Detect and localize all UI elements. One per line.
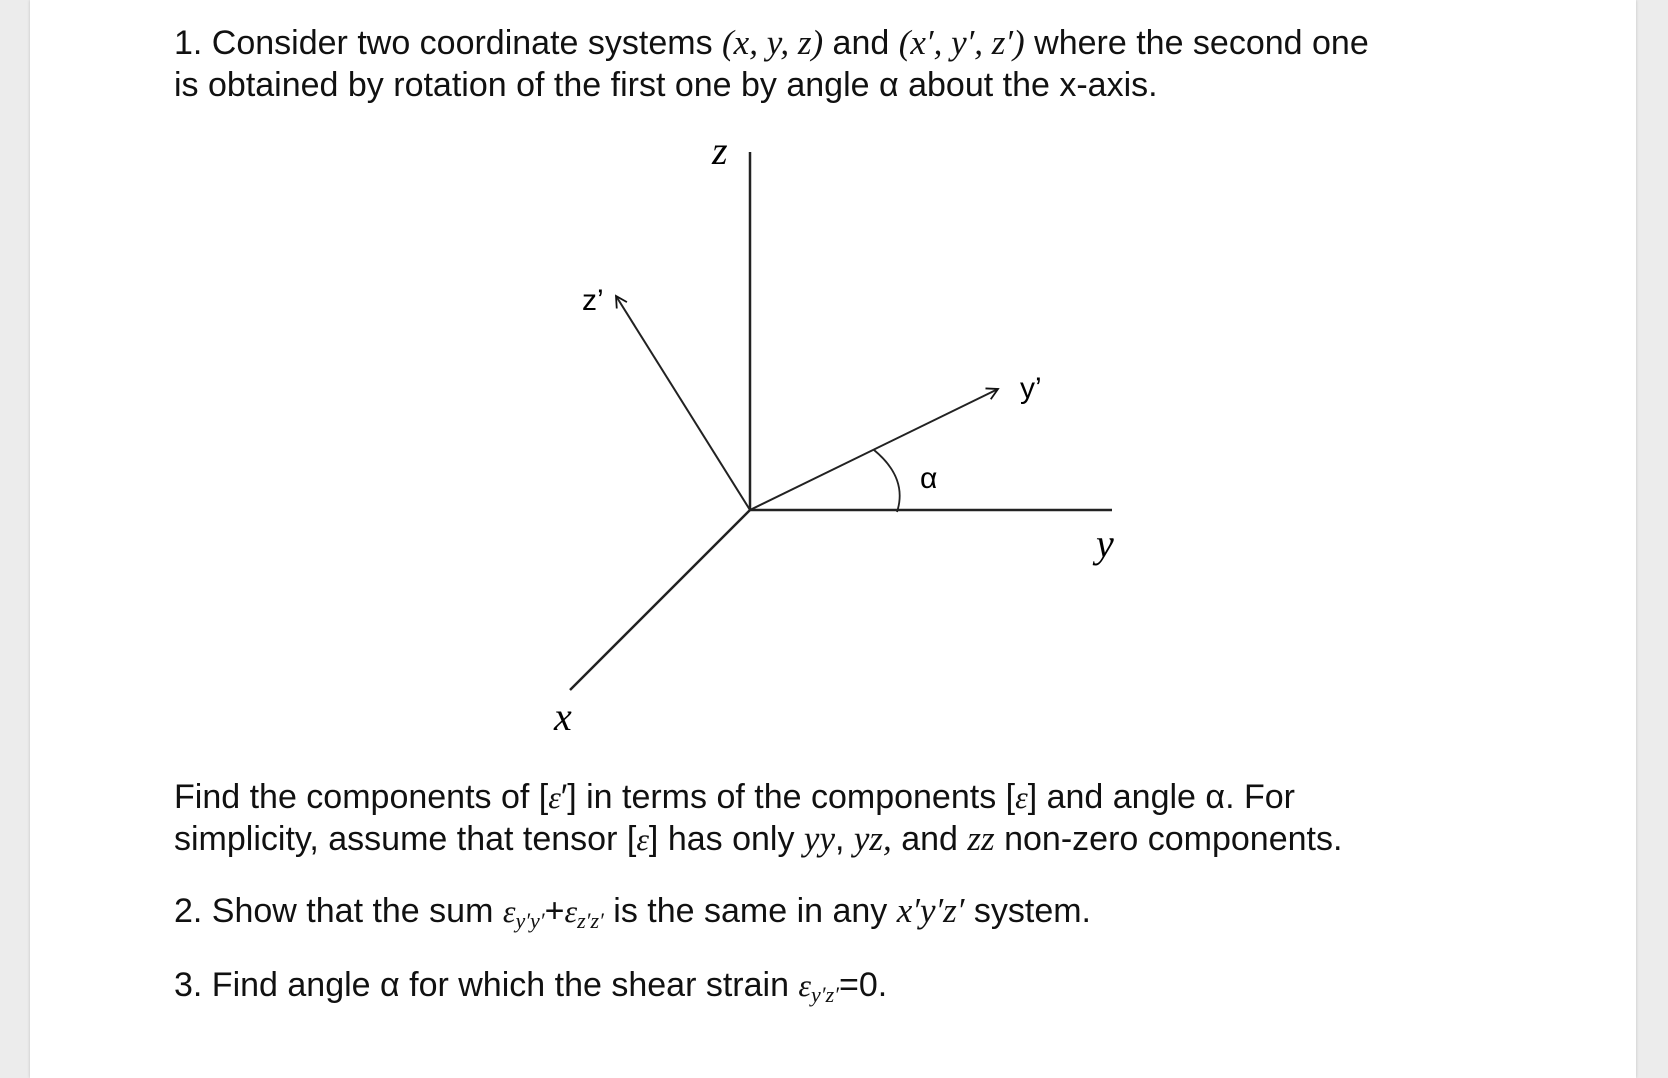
y-axis-label: y (1096, 521, 1114, 566)
task-text: ] has only (648, 820, 804, 858)
problem-3-text: =0. (838, 966, 888, 1004)
epsilon-symbol: ε (1015, 779, 1028, 815)
z-prime-axis (616, 296, 750, 510)
z-axis-label: z (712, 128, 728, 173)
x-axis (570, 510, 750, 690)
task-text: Find the components of [ (174, 778, 549, 816)
epsilon-symbol: ε (548, 779, 561, 815)
problem-1-text: 1. Consider two coordinate systems (174, 24, 723, 62)
problem-2-text: 2. Show that the sum (174, 892, 503, 930)
conjunction-text: and (823, 24, 899, 62)
task-text: ′] in terms of the components [ (560, 778, 1016, 816)
component-yz: yz, (853, 819, 892, 858)
z-prime-label: z’ (582, 284, 604, 317)
task-line-1 (174, 776, 1342, 818)
component-zz: zz (967, 819, 995, 858)
problem-2-text: system. (964, 892, 1091, 930)
epsilon-symbol: ε (502, 893, 516, 929)
y-prime-label: y’ (1020, 372, 1042, 405)
task-text: and (891, 820, 968, 858)
coordinate-system-rotated: (x′, y′, z′) (898, 23, 1025, 62)
task-text: non-zero components. (994, 820, 1343, 858)
task-text: ] and angle α. For (1027, 778, 1295, 816)
alpha-label: α (920, 462, 938, 495)
task-text: , (834, 820, 854, 858)
problem-3-text: 3. Find angle α for which the shear strain (174, 966, 799, 1004)
rotated-system-symbol: x′y′z′ (896, 891, 965, 930)
subscript-zz-prime: z′z′ (577, 908, 604, 933)
task-text: simplicity, assume that tensor [ (174, 820, 637, 858)
epsilon-symbol: ε (564, 893, 578, 929)
task-line-2 (174, 818, 1342, 860)
problem-1-text-end: where the second one (1024, 24, 1369, 62)
task-statement (174, 776, 1342, 860)
problem-3-statement (174, 964, 887, 1016)
problem-1-line-2: is obtained by rotation of the first one by angle α about the x-axis. (174, 66, 1158, 104)
alpha-angle-arc (874, 450, 900, 512)
epsilon-symbol: ε (636, 821, 649, 857)
epsilon-symbol: ε (798, 967, 812, 1003)
coordinate-system-original: (x, y, z) (722, 23, 824, 62)
problem-2-text: is the same in any (603, 892, 897, 930)
x-axis-label: x (554, 694, 572, 739)
subscript-yy-prime: y′y′ (515, 908, 545, 933)
problem-2-statement (174, 890, 1091, 942)
subscript-yz-prime: y′z′ (811, 982, 839, 1007)
plus-sign: + (544, 892, 565, 930)
component-yy: yy (803, 819, 835, 858)
y-prime-axis (750, 389, 998, 510)
